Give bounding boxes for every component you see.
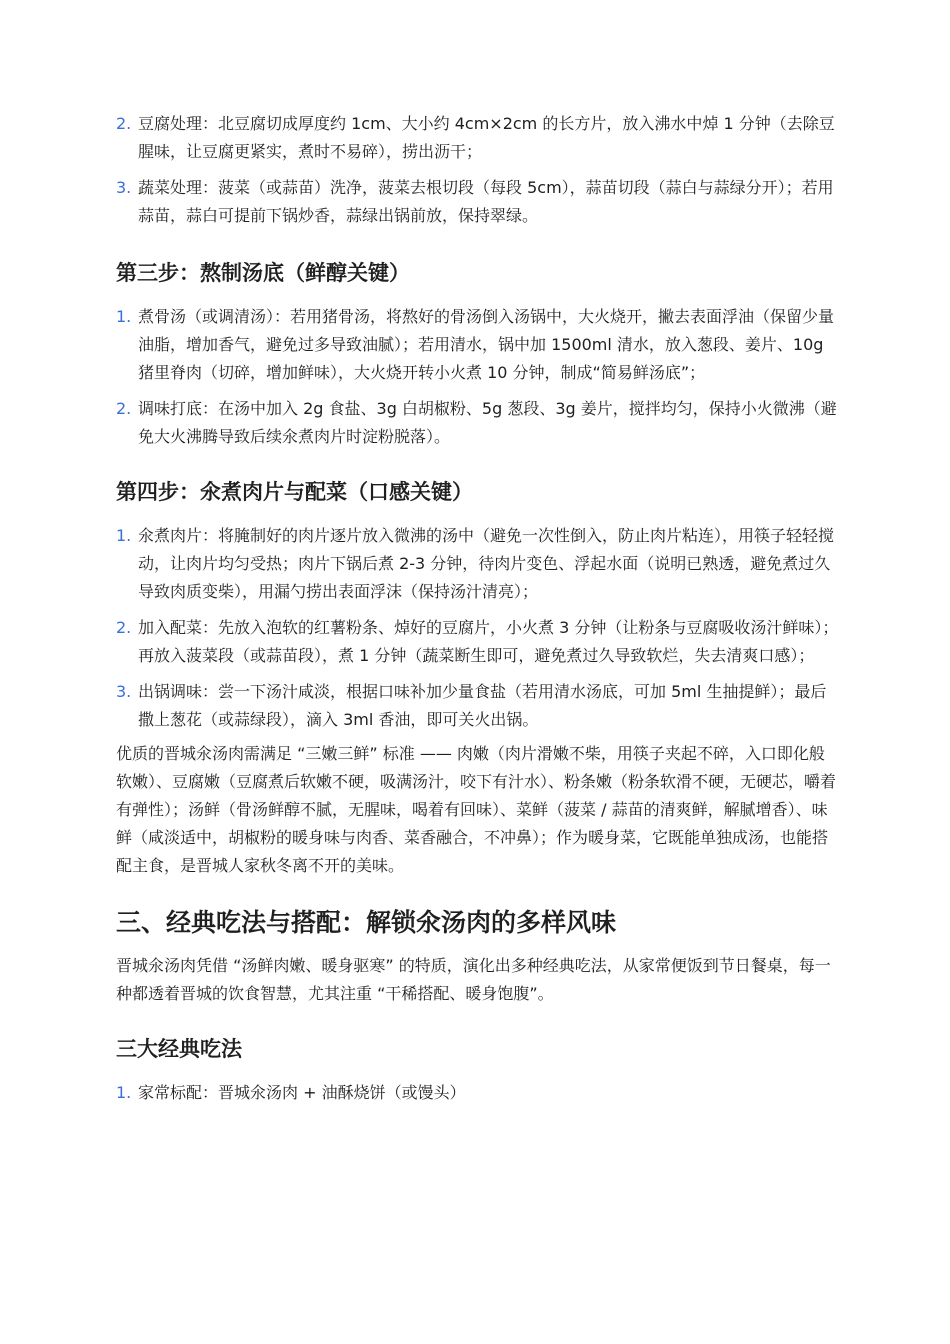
list-number: 1. <box>116 1083 132 1102</box>
list-item-text: 煮骨汤（或调清汤）：若用猪骨汤，将熬好的骨汤倒入汤锅中，大火烧开，撇去表面浮油（保留少量油脂，增加香气，避免过多导致油腻）；若用清水，锅中加 1500ml 清水，放入葱段、姜片、10g 猪里脊肉（切碎，增加鲜味），大火烧开转小火煮 10 分钟，制成“简易鲜汤底”； <box>138 307 835 382</box>
list-number: 2. <box>116 399 132 418</box>
list-item <box>116 522 840 606</box>
list-item <box>116 678 840 734</box>
prep-steps-list <box>116 110 840 230</box>
summary-paragraph: 优质的晋城氽汤肉需满足 “三嫩三鲜” 标准 —— 肉嫩（肉片滑嫩不柴，用筷子夹起不碎，入口即化般软嫩）、豆腐嫩（豆腐煮后软嫩不硬，吸满汤汁，咬下有汁水）、粉条嫩（粉条软滑不硬，无硬芯，嚼着有弹性）；汤鲜（骨汤鲜醇不腻，无腥味，喝着有回味）、菜鲜（菠菜 / 蒜苗的清爽鲜，解腻增香）、味鲜（咸淡适中，胡椒粉的暖身味与肉香、菜香融合，不冲鼻）；作为暖身菜，它既能单独成汤，也能搭配主食，是晋城人家秋冬离不开的美味。 <box>116 744 837 875</box>
list-item-text: 加入配菜：先放入泡软的红薯粉条、焯好的豆腐片，小火煮 3 分钟（让粉条与豆腐吸收汤汁鲜味）；再放入菠菜段（或蒜苗段），煮 1 分钟（蔬菜断生即可，避免煮过久导致软烂，失去清爽口感）； <box>138 618 839 665</box>
list-item <box>116 303 840 387</box>
list-item-text: 氽煮肉片：将腌制好的肉片逐片放入微沸的汤中（避免一次性倒入，防止肉片粘连），用筷子轻轻搅动，让肉片均匀受热；肉片下锅后煮 2-3 分钟，待肉片变色、浮起水面（说明已熟透，避免煮过久导致肉质变柴），用漏勺捞出表面浮沫（保持汤汁清亮）； <box>138 526 835 601</box>
list-item-text: 豆腐处理：北豆腐切成厚度约 1cm、大小约 4cm×2cm 的长方片，放入沸水中焯 1 分钟（去除豆腥味，让豆腐更紧实，煮时不易碎），捞出沥干； <box>138 114 835 161</box>
list-number: 3. <box>116 178 132 197</box>
step4-heading: 第四步：氽煮肉片与配菜（口感关键） <box>116 480 473 504</box>
list-item <box>116 110 840 166</box>
list-number: 1. <box>116 526 132 545</box>
methods-list <box>116 1079 840 1107</box>
list-item <box>116 395 840 451</box>
section3-intro: 晋城氽汤肉凭借 “汤鲜肉嫩、暖身驱寒” 的特质，演化出多种经典吃法，从家常便饭到节日餐桌，每一种都透着晋城的饮食智慧，尤其注重 “干稀搭配、暖身饱腹”。 <box>116 956 831 1003</box>
list-number: 3. <box>116 682 132 701</box>
list-item-text: 蔬菜处理：菠菜（或蒜苗）洗净，菠菜去根切段（每段 5cm），蒜苗切段（蒜白与蒜绿分开）；若用蒜苗，蒜白可提前下锅炒香，蒜绿出锅前放，保持翠绿。 <box>138 178 834 225</box>
step3-heading: 第三步：熬制汤底（鲜醇关键） <box>116 261 410 285</box>
list-item <box>116 174 840 230</box>
list-item-text: 调味打底：在汤中加入 2g 食盐、3g 白胡椒粉、5g 葱段、3g 姜片，搅拌均匀，保持小火微沸（避免大火沸腾导致后续氽煮肉片时淀粉脱落）。 <box>138 399 837 446</box>
list-item-text: 出锅调味：尝一下汤汁咸淡，根据口味补加少量食盐（若用清水汤底，可加 5ml 生抽提鲜）；最后撒上葱花（或蒜绿段），滴入 3ml 香油，即可关火出锅。 <box>138 682 827 729</box>
list-number: 1. <box>116 307 132 326</box>
list-number: 2. <box>116 618 132 637</box>
list-item-text: 家常标配：晋城氽汤肉 + 油酥烧饼（或馒头） <box>138 1083 466 1102</box>
list-item <box>116 1079 840 1107</box>
document-page <box>116 110 840 1107</box>
list-number: 2. <box>116 114 132 133</box>
step4-list <box>116 522 840 734</box>
step3-list <box>116 303 840 451</box>
methods-heading: 三大经典吃法 <box>116 1037 242 1061</box>
list-item <box>116 614 840 670</box>
section3-heading: 三、经典吃法与搭配：解锁氽汤肉的多样风味 <box>116 908 617 937</box>
